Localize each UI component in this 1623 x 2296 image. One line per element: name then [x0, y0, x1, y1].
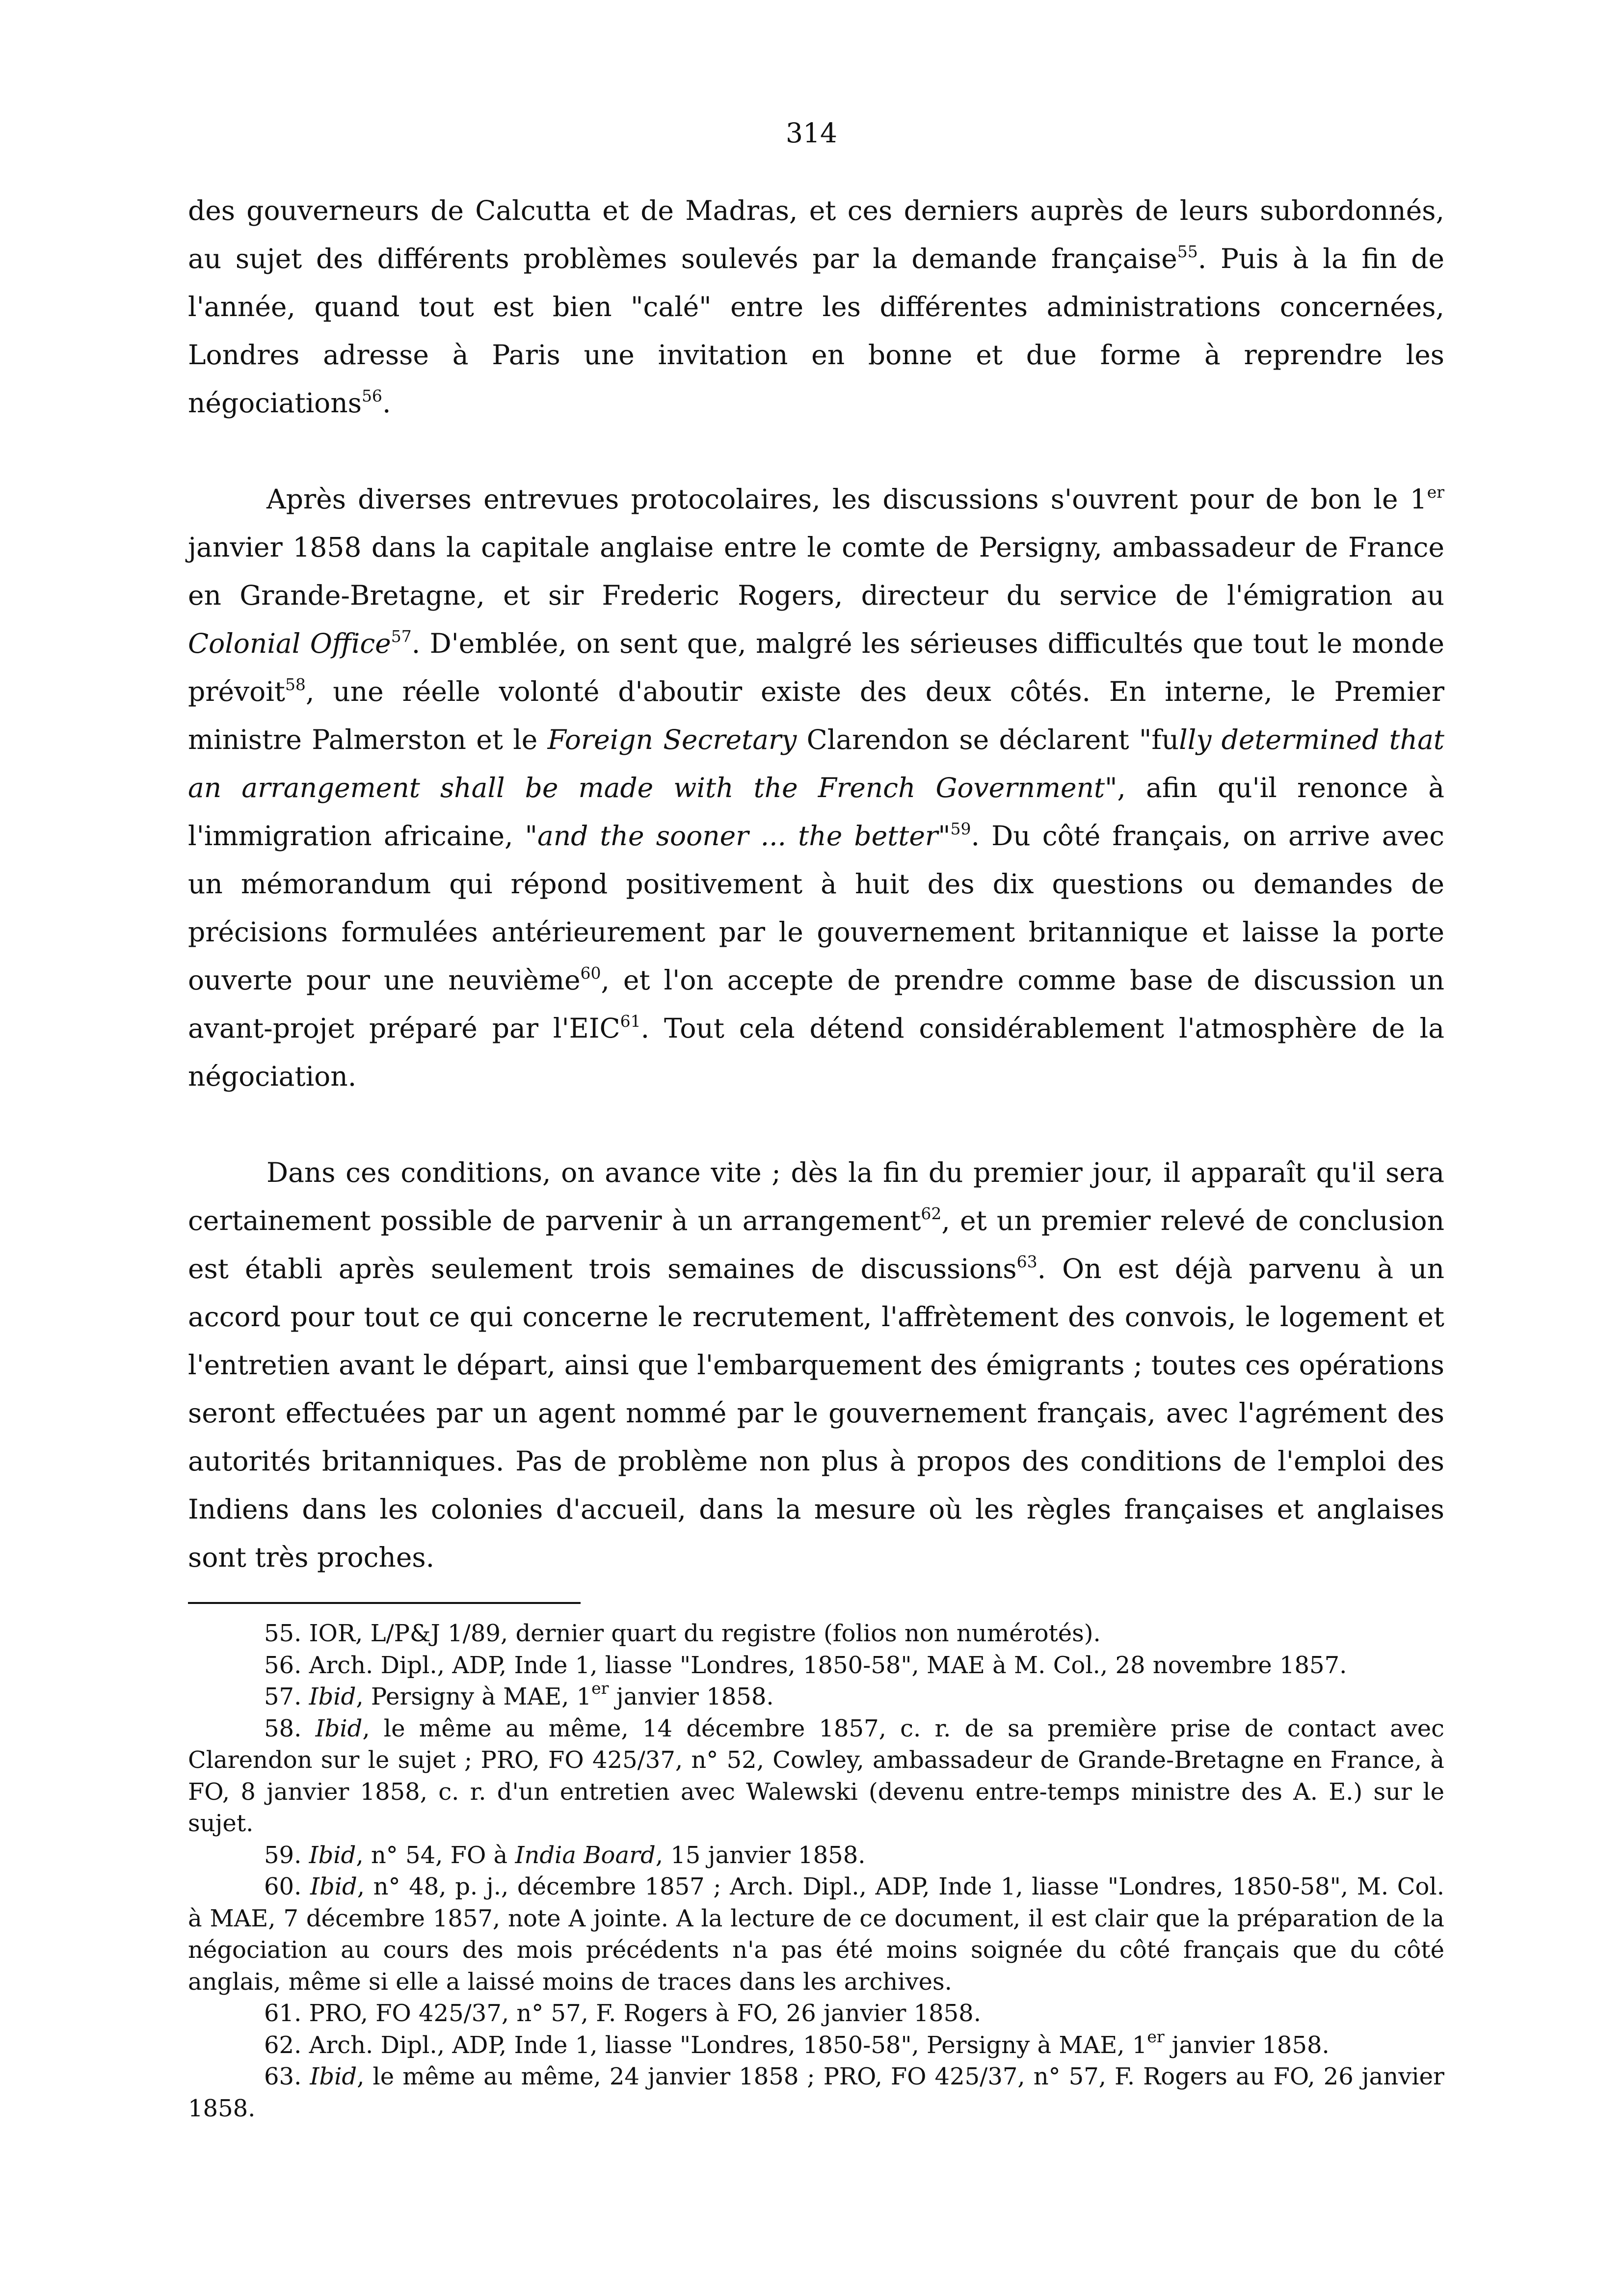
italic-text: Colonial Office [188, 628, 391, 659]
text-run: 58. [264, 1714, 316, 1742]
italic-text: Foreign Secretary [547, 724, 797, 755]
text-run: , le même au même, 24 janvier 1858 ; PRO, FO 425/37, n° 57, F. Rogers au FO, 26 janvier 1858. [188, 2063, 1445, 2122]
text-run: , n° 48, p. j., décembre 1857 ; Arch. Dipl., ADP, Inde 1, liasse "Londres, 1850-58", M. Col. à MAE, 7 décembre 1857, note A jointe. A la lecture de ce document, il est clair que la préparation de la négociation au cours des mois précédents n'a pas été moins soignée du côté français que du côté anglais, même si elle a laissé moins de traces dans les archives. [188, 1873, 1444, 1996]
text-run: 61. PRO, FO 425/37, n° 57, F. Rogers à FO, 26 janvier 1858. [264, 2000, 981, 2027]
footnote [188, 1871, 1444, 1998]
text-run: 56. Arch. Dipl., ADP, Inde 1, liasse "Londres, 1850-58", MAE à M. Col., 28 novembre 1857. [264, 1651, 1347, 1679]
footnote [188, 1713, 1444, 1840]
text-run: 63. [264, 2063, 310, 2090]
text-run: " [938, 820, 951, 852]
text-run: des gouverneurs de Calcutta et de Madras, et ces derniers auprès de leurs subordonnés, au sujet des différents problèmes soulevés par la demande française [188, 195, 1444, 274]
text-run: , une réelle volonté d'aboutir existe des deux côtés. En interne, le Premier ministre Palmerston et le [188, 676, 1444, 755]
note-call: 61 [620, 1012, 641, 1031]
paragraph [188, 475, 1444, 1100]
italic-text: Ibid [309, 1841, 356, 1869]
italic-text: Ibid [309, 1683, 356, 1710]
note-call: 56 [361, 386, 382, 405]
italic-text: lly determined that an arrangement shall be made with the French Government [188, 724, 1444, 803]
italic-text: Ibid [310, 2063, 357, 2090]
footnotes [188, 1618, 1444, 2124]
italic-text: Ibid [310, 1873, 357, 1900]
text-run: . [382, 387, 391, 419]
text-run: Après diverses entrevues protocolaires, les discussions s'ouvrent pour de bon le 1 [266, 483, 1427, 515]
note-call: er [1427, 482, 1444, 502]
note-call: 62 [921, 1204, 942, 1223]
text-run: . Tout cela détend considérablement l'atmosphère de la négociation. [188, 1013, 1444, 1092]
text-run: , n° 54, FO à [356, 1841, 515, 1869]
paragraph [188, 1148, 1444, 1581]
text-run: janvier 1858 dans la capitale anglaise entre le comte de Persigny, ambassadeur de France en Grande-Bretagne, et sir Frederic Rogers, directeur du service de l'émigration au [188, 532, 1444, 611]
text-run: , Persigny à MAE, 1 [356, 1683, 592, 1710]
text-run: . Puis à la fin de l'année, quand tout est bien "calé" entre les différentes administrations concernées, Londres adresse à Paris une invitation en bonne et due forme à reprendre les négociations [188, 243, 1444, 419]
note-call: 57 [391, 627, 412, 646]
footnote-separator [188, 1602, 581, 1604]
italic-text: and the sooner ... the better [537, 820, 938, 852]
italic-text: India Board [515, 1841, 656, 1869]
footnote [188, 2061, 1444, 2124]
paragraph [188, 187, 1444, 427]
text-run: . Du côté français, on arrive avec un mémorandum qui répond positivement à huit des dix questions ou demandes de précisions formulées antérieurement par le gouvernement britannique et laisse la porte ouverte pour une neuvième [188, 820, 1444, 996]
note-call: 59 [950, 819, 971, 838]
footnote [188, 1840, 1444, 1871]
italic-text: Ibid [315, 1714, 363, 1742]
note-call: er [1147, 2027, 1165, 2046]
footnote [188, 1681, 1444, 1713]
text-run: Dans ces conditions, on avance vite ; dès la fin du premier jour, il apparaît qu'il sera certainement possible de parvenir à un arrangement [188, 1157, 1444, 1236]
text-run: janvier 1858. [609, 1683, 774, 1710]
text-run: . D'emblée, on sent que, malgré les sérieuses difficultés que tout le monde prévoit [188, 628, 1444, 707]
note-call: er [591, 1679, 609, 1698]
footnote [188, 1618, 1444, 1650]
note-call: 63 [1016, 1252, 1038, 1271]
note-call: 58 [285, 675, 306, 694]
body-text [188, 187, 1444, 1581]
text-run: ", afin qu'il renonce à l'immigration africaine, " [188, 772, 1444, 852]
text-run: , et un premier relevé de conclusion est établi après seulement trois semaines de discussions [188, 1205, 1445, 1284]
text-run: janvier 1858. [1164, 2031, 1330, 2059]
text-run: , le même au même, 14 décembre 1857, c. r. de sa première prise de contact avec Clarendon sur le sujet ; PRO, FO 425/37, n° 52, Cowley, ambassadeur de Grande-Bretagne en France, à FO, 8 janvier 1858, c. r. d'un entretien avec Walewski (devenu entre-temps ministre des A. E.) sur le sujet. [188, 1714, 1444, 1837]
footnote [188, 2029, 1444, 2061]
text-run: 55. IOR, L/P&J 1/89, dernier quart du registre (folios non numérotés). [264, 1620, 1101, 1647]
text-run: 59. [264, 1841, 309, 1869]
text-run: 57. [264, 1683, 309, 1710]
text-run: Clarendon se déclarent "fu [797, 724, 1179, 755]
footnote [188, 1650, 1444, 1682]
text-run: 60. [264, 1873, 310, 1900]
page-number: 314 [786, 117, 837, 149]
note-call: 60 [580, 963, 601, 983]
text-run: , 15 janvier 1858. [655, 1841, 866, 1869]
text-run: . On est déjà parvenu à un accord pour tout ce qui concerne le recrutement, l'affrètement des convois, le logement et l'entretien avant le départ, ainsi que l'embarquement des émigrants ; toutes ces opérations seront effectuées par un agent nommé par le gouvernement français, avec l'agrément des autorités britanniques. Pas de problème non plus à propos des conditions de l'emploi des Indiens dans les colonies d'accueil, dans la mesure où les règles françaises et anglaises sont très proches. [188, 1253, 1444, 1573]
text-run: , et l'on accepte de prendre comme base de discussion un avant-projet préparé par l'EIC [188, 964, 1444, 1044]
footnote [188, 1998, 1444, 2029]
note-call: 55 [1177, 242, 1198, 261]
text-run: 62. Arch. Dipl., ADP, Inde 1, liasse "Londres, 1850-58", Persigny à MAE, 1 [264, 2031, 1147, 2059]
